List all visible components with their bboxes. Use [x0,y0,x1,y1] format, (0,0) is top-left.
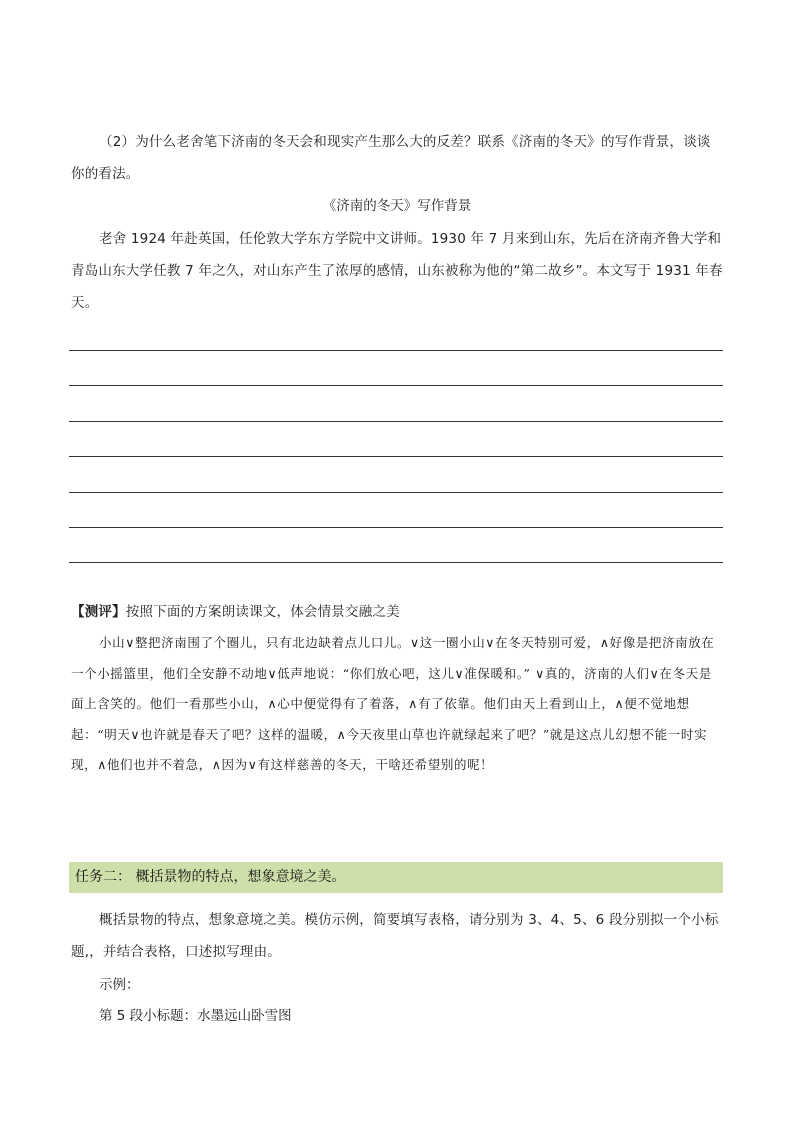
question-2: （2）为什么老舍笔下济南的冬天会和现实产生那么大的反差？联系《济南的冬天》的写作背景，谈谈你的看法。 [71,134,711,182]
answer-line [69,456,723,457]
answer-line [69,421,723,422]
answer-line [69,492,723,493]
answer-line [69,350,723,351]
evaluation-label: 【测评】 [71,604,126,620]
background-title: 《济南的冬天》写作背景 [322,198,472,214]
task2-heading: 任务二： 概括景物的特点，想象意境之美。 [75,869,346,885]
reading-script: 小山∨整把济南围了个圈儿，只有北边缺着点儿口儿。∨这一圈小山∨在冬天特别可爱，∧好像是把济南放在一个小摇篮里，他们全安静不动地∨低声地说：“你们放心吧，这儿∨准保暖和。” ∨真的，济南的人们∨在冬天是面上含笑的。他们一看那些小山，∧心中便觉得有了着落，∧有了依靠。他们由天上看到山上，∧便不觉地想起：“明天∨也许就是春天了吧？这样的温暖，∧今天夜里山草也许就绿起来了吧？”就是这点儿幻想不能一时实现，∧他们也并不着急，∧因为∨有这样慈善的冬天，干啥还希望别的呢！ [71,635,715,772]
task2-instruction: 概括景物的特点，想象意境之美。模仿示例，简要填写表格，请分别为 3、4、5、6 段分别拟一个小标题,，并结合表格，口述拟写理由。 [71,912,719,960]
task2-heading-band [69,862,723,893]
evaluation-heading [71,597,723,627]
example-label: 示例： [99,977,140,993]
example-text: 第 5 段小标题：水墨远山卧雪图 [99,1008,292,1024]
answer-line [69,562,723,563]
answer-line [69,385,723,386]
evaluation-instruction: 按照下面的方案朗读课文，体会情景交融之美 [125,604,400,620]
background-text: 老舍 1924 年赴英国，任伦敦大学东方学院中文讲师。1930 年 7 月来到山东，先后在济南齐鲁大学和青岛山东大学任教 7 年之久，对山东产生了浓厚的感情，山东被称为他的“第二故乡”。本文写于 1931 年春天。 [71,231,723,311]
answer-line [69,527,723,528]
